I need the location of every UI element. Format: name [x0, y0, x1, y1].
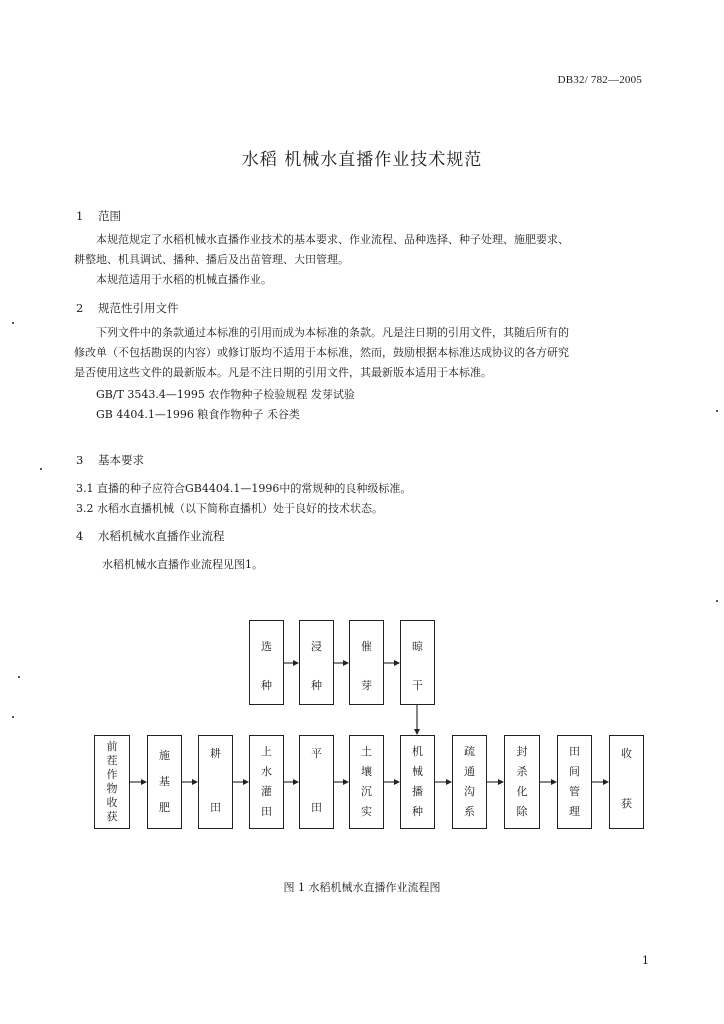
box-char: 干 — [412, 679, 423, 692]
paragraph-line: 本规范适用于水稻的机械直播作业。 — [96, 273, 272, 286]
box-char: 施 — [159, 749, 170, 762]
page-number: 1 — [642, 954, 649, 967]
box-char: 杀 — [516, 765, 528, 778]
box-char: 种 — [412, 805, 423, 818]
box-char: 物 — [106, 782, 118, 795]
box-char: 系 — [464, 805, 475, 818]
box-char: 种 — [261, 679, 272, 692]
box-char: 上 — [261, 745, 272, 758]
box-char: 田 — [210, 801, 221, 814]
paragraph-line: 水稻机械水直播作业流程见图1。 — [102, 558, 263, 571]
box-char: 田 — [311, 801, 322, 814]
box-char: 选 — [261, 640, 272, 653]
box-char: 平 — [311, 747, 322, 760]
section-number: 4 — [76, 529, 84, 543]
section-number: 3 — [76, 453, 84, 467]
box-char: 作 — [106, 768, 118, 781]
box-char: 基 — [159, 775, 170, 788]
section-number: 2 — [76, 301, 84, 315]
box-char: 田 — [569, 745, 580, 758]
box-char: 壤 — [361, 765, 372, 778]
section-title: 水稻机械水直播作业流程 — [97, 529, 225, 543]
reference-1: GB/T 3543.4—1995 农作物种子检验规程 发芽试验 — [96, 388, 355, 401]
scan-speck — [12, 716, 14, 718]
box-char: 土 — [361, 745, 372, 758]
scan-speck — [12, 322, 14, 324]
clause-3-2: 3.2 水稻水直播机械（以下简称直播机）处于良好的技术状态。 — [76, 502, 383, 515]
box-char: 收 — [106, 796, 118, 809]
scan-speck — [716, 600, 718, 602]
section-title: 规范性引用文件 — [97, 301, 179, 315]
box-char: 实 — [361, 805, 372, 818]
box-char: 催 — [361, 640, 372, 653]
box-char: 疏 — [464, 745, 475, 758]
scan-speck — [40, 468, 42, 470]
box-char: 播 — [412, 785, 423, 798]
box-char: 晾 — [412, 640, 423, 653]
box-char: 间 — [569, 765, 580, 778]
document-title: 水稻 机械水直播作业技术规范 — [241, 150, 483, 170]
section-title: 范围 — [97, 209, 121, 223]
scan-speck — [716, 410, 718, 412]
paragraph-line: 本规范规定了水稻机械水直播作业技术的基本要求、作业流程、品种选择、种子处理、施肥要求、 — [96, 233, 569, 246]
box-char: 获 — [106, 810, 118, 823]
paragraph-line: 下列文件中的条款通过本标准的引用而成为本标准的条款。凡是注日期的引用文件，其随后所有的 — [96, 326, 569, 339]
box-char: 茬 — [106, 754, 118, 767]
box-char: 除 — [516, 805, 528, 818]
box-char: 管 — [569, 785, 580, 798]
standard-number: DB32/ 782—2005 — [557, 74, 642, 86]
box-char: 芽 — [361, 679, 372, 692]
box-char: 田 — [261, 805, 272, 818]
box-char: 机 — [412, 745, 423, 758]
scan-speck — [18, 676, 20, 678]
figure-caption: 图 1 水稻机械水直播作业流程图 — [283, 881, 441, 894]
box-char: 灌 — [261, 785, 272, 798]
box-char: 沉 — [361, 785, 372, 798]
box-char: 沟 — [464, 785, 475, 798]
box-char: 水 — [261, 765, 272, 778]
paragraph-line: 修改单（不包括勘误的内容）或修订版均不适用于本标准，然而，鼓励根据本标准达成协议的各方研究 — [74, 346, 569, 359]
clause-3-1: 3.1 直播的种子应符合GB4404.1—1996中的常规种的良种级标准。 — [76, 482, 412, 495]
box-char: 前 — [106, 740, 118, 753]
box-char: 浸 — [311, 640, 322, 653]
paragraph-line: 是否使用这些文件的最新版本。凡是不注日期的引用文件，其最新版本适用于本标准。 — [74, 366, 492, 379]
box-char: 通 — [464, 765, 475, 778]
box-char: 获 — [621, 797, 632, 810]
box-char: 封 — [516, 745, 528, 758]
box-char: 耕 — [210, 747, 221, 760]
reference-2: GB 4404.1—1996 粮食作物种子 禾谷类 — [96, 408, 300, 421]
box-char: 化 — [516, 785, 528, 798]
box-char: 械 — [412, 765, 423, 778]
section-title: 基本要求 — [97, 453, 144, 467]
box-char: 肥 — [159, 801, 170, 814]
box-char: 收 — [621, 747, 632, 760]
box-char: 理 — [569, 805, 580, 818]
paragraph-line: 耕整地、机具调试、播种、播后及出苗管理、大田管理。 — [74, 253, 349, 266]
box-char: 种 — [311, 679, 322, 692]
section-number: 1 — [76, 209, 84, 223]
